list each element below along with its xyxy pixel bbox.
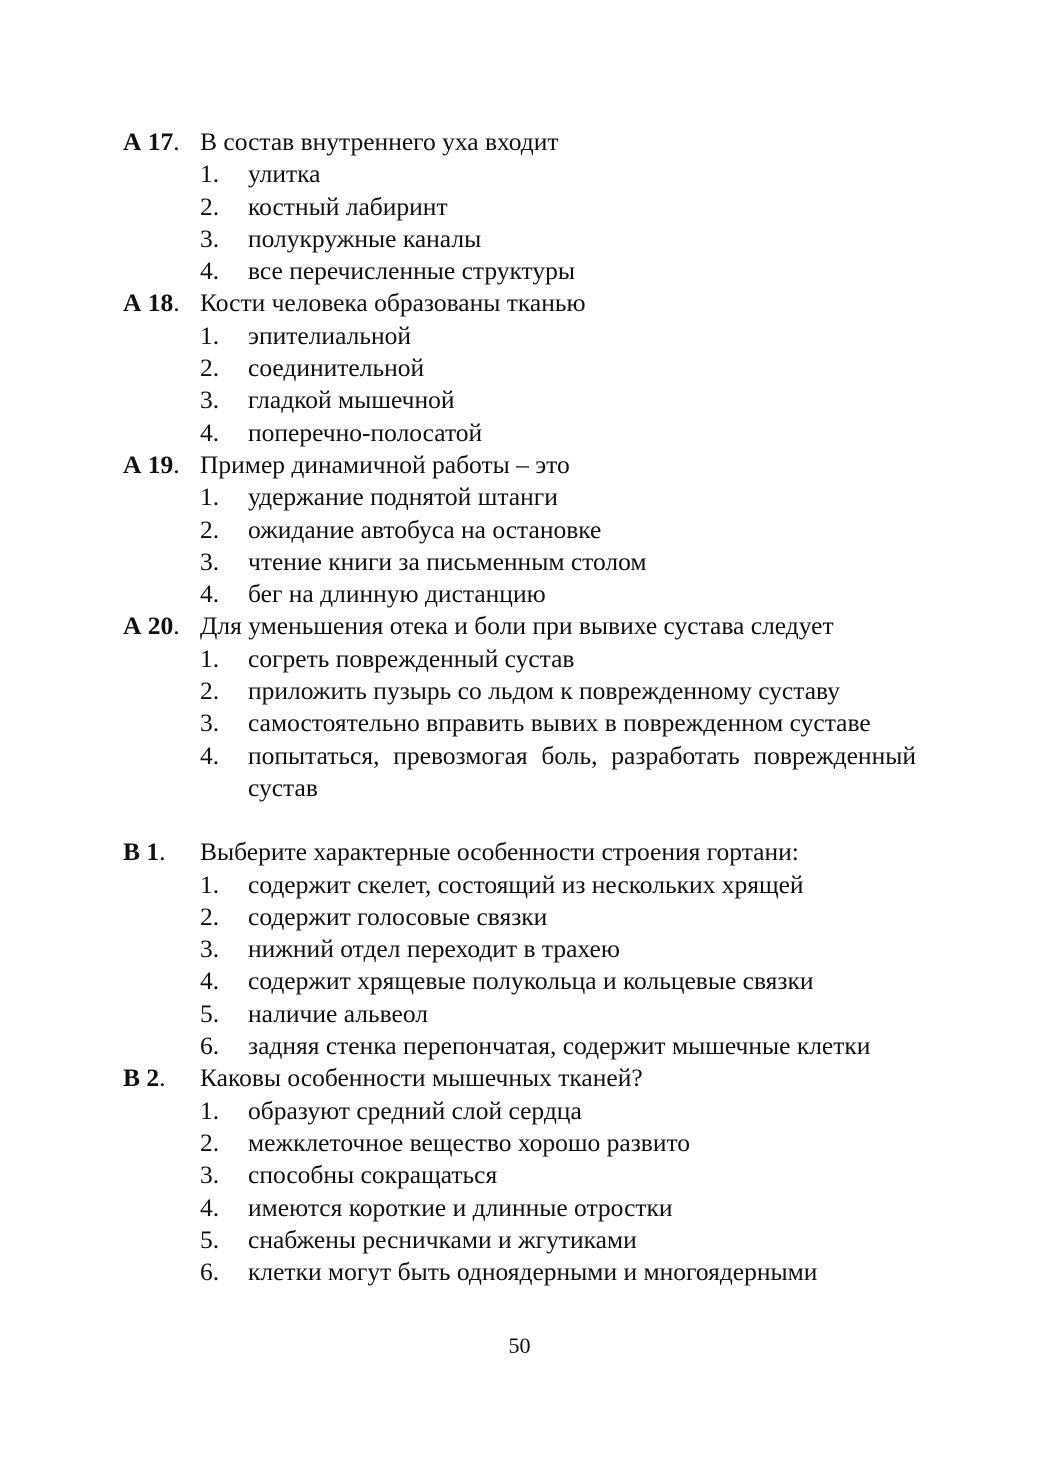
answer-option xyxy=(123,158,916,190)
option-number: 4. xyxy=(200,417,220,447)
option-number: 1. xyxy=(200,1095,220,1125)
option-number: 2. xyxy=(200,901,220,931)
answer-option xyxy=(123,1192,916,1224)
answer-option xyxy=(123,514,916,546)
answer-option xyxy=(123,352,916,384)
option-number: 4. xyxy=(200,966,220,996)
option-text: нижний отдел переходит в трахею xyxy=(248,934,620,964)
section-gap xyxy=(123,804,916,836)
option-text: согреть поврежденный сустав xyxy=(248,643,575,673)
question-header xyxy=(123,836,916,868)
option-text: содержит голосовые связки xyxy=(248,901,548,931)
option-number: 3. xyxy=(200,708,220,738)
option-text: чтение книги за письменным столом xyxy=(248,546,647,576)
option-number: 2. xyxy=(200,191,220,221)
answer-option xyxy=(123,417,916,449)
question-number: А 17. xyxy=(123,127,180,156)
option-text: клетки могут быть одноядерными и многоядерными xyxy=(248,1257,818,1287)
option-text: улитка xyxy=(248,159,321,189)
question-number: В 1. xyxy=(123,837,166,867)
answer-option xyxy=(123,255,916,287)
option-text: содержит скелет, состоящий из нескольких хрящей xyxy=(248,869,804,899)
answer-option xyxy=(123,1127,916,1159)
answer-option xyxy=(123,933,916,965)
answer-option xyxy=(123,1159,916,1191)
option-number: 1. xyxy=(200,482,220,512)
answer-option xyxy=(123,384,916,416)
answer-option xyxy=(123,1095,916,1127)
option-text: гладкой мышечной xyxy=(248,385,455,415)
option-text: содержит хрящевые полукольца и кольцевые связки xyxy=(248,966,814,996)
option-number: 6. xyxy=(200,1031,220,1061)
question-text: Пример динамичной работы – это xyxy=(200,449,570,479)
answer-options xyxy=(123,643,916,804)
question-block xyxy=(123,1062,916,1288)
option-text: поперечно-полосатой xyxy=(248,417,483,447)
answer-option xyxy=(123,481,916,513)
answer-options xyxy=(123,481,916,610)
option-number: 4. xyxy=(200,579,220,609)
option-text: соединительной xyxy=(248,353,425,383)
option-text: наличие альвеол xyxy=(248,998,428,1028)
option-text: имеются короткие и длинные отростки xyxy=(248,1192,673,1222)
question-number: А 18. xyxy=(123,288,180,318)
answer-option xyxy=(123,1030,916,1062)
option-number: 5. xyxy=(200,998,220,1028)
answer-option xyxy=(123,869,916,901)
answer-option xyxy=(123,740,916,805)
answer-option xyxy=(123,223,916,255)
option-number: 1. xyxy=(200,869,220,899)
answer-option xyxy=(123,1224,916,1256)
question-block xyxy=(123,836,916,1062)
option-number: 2. xyxy=(200,1127,220,1157)
option-number: 6. xyxy=(200,1257,220,1287)
question-block xyxy=(123,449,916,610)
option-number: 5. xyxy=(200,1224,220,1254)
question-text: Кости человека образованы тканью xyxy=(200,288,586,318)
question-number: А 19. xyxy=(123,449,180,479)
option-number: 4. xyxy=(200,1192,220,1222)
option-text: костный лабиринт xyxy=(248,191,448,221)
question-block xyxy=(123,126,916,287)
question-block xyxy=(123,287,916,448)
option-number: 1. xyxy=(200,643,220,673)
option-number: 2. xyxy=(200,676,220,706)
option-number: 1. xyxy=(200,320,220,350)
option-number: 3. xyxy=(200,1160,220,1190)
page-number: 50 xyxy=(508,1333,531,1358)
option-number: 3. xyxy=(200,223,220,253)
option-text: приложить пузырь со льдом к поврежденному суставу xyxy=(248,676,840,706)
answer-options xyxy=(123,320,916,449)
answer-option xyxy=(123,675,916,707)
option-text: образуют средний слой сердца xyxy=(248,1095,582,1125)
option-text: полукружные каналы xyxy=(248,223,482,253)
option-text: задняя стенка перепончатая, содержит мышечные клетки xyxy=(248,1031,871,1061)
question-header xyxy=(123,610,916,642)
question-header xyxy=(123,1062,916,1094)
option-number: 2. xyxy=(200,353,220,383)
answer-options xyxy=(123,158,916,287)
question-header xyxy=(123,449,916,481)
question-header xyxy=(123,287,916,319)
question-block xyxy=(123,610,916,804)
option-text: ожидание автобуса на остановке xyxy=(248,514,602,544)
questions-list xyxy=(123,126,916,1288)
answer-option xyxy=(123,320,916,352)
question-text: Каковы особенности мышечных тканей? xyxy=(200,1063,643,1093)
option-text: попытаться, превозмогая боль, разработать поврежденный сустав xyxy=(248,740,916,802)
answer-option xyxy=(123,191,916,223)
option-number: 3. xyxy=(200,934,220,964)
question-header xyxy=(123,126,916,158)
option-text: эпителиальной xyxy=(248,320,412,350)
answer-option xyxy=(123,1256,916,1288)
option-number: 2. xyxy=(200,514,220,544)
answer-options xyxy=(123,869,916,1063)
question-number: В 2. xyxy=(123,1063,166,1093)
answer-option xyxy=(123,998,916,1030)
question-text: Для уменьшения отека и боли при вывихе сустава следует xyxy=(200,611,834,641)
answer-options xyxy=(123,1095,916,1289)
option-number: 4. xyxy=(200,256,220,286)
option-number: 4. xyxy=(200,740,220,770)
option-text: способны сокращаться xyxy=(248,1160,498,1190)
option-text: самостоятельно вправить вывих в поврежденном суставе xyxy=(248,708,871,738)
option-text: бег на длинную дистанцию xyxy=(248,579,546,609)
answer-option xyxy=(123,578,916,610)
option-number: 3. xyxy=(200,546,220,576)
option-text: межклеточное вещество хорошо развито xyxy=(248,1127,691,1157)
option-text: все перечисленные структуры xyxy=(248,256,575,286)
option-text: удержание поднятой штанги xyxy=(248,482,558,512)
option-text: снабжены ресничками и жгутиками xyxy=(248,1224,637,1254)
question-text: В состав внутреннего уха входит xyxy=(200,127,559,156)
answer-option xyxy=(123,901,916,933)
option-number: 1. xyxy=(200,159,220,189)
answer-option xyxy=(123,707,916,739)
option-number: 3. xyxy=(200,385,220,415)
answer-option xyxy=(123,546,916,578)
answer-option xyxy=(123,643,916,675)
question-number: А 20. xyxy=(123,611,180,641)
answer-option xyxy=(123,965,916,997)
question-text: Выберите характерные особенности строения гортани: xyxy=(200,837,799,867)
